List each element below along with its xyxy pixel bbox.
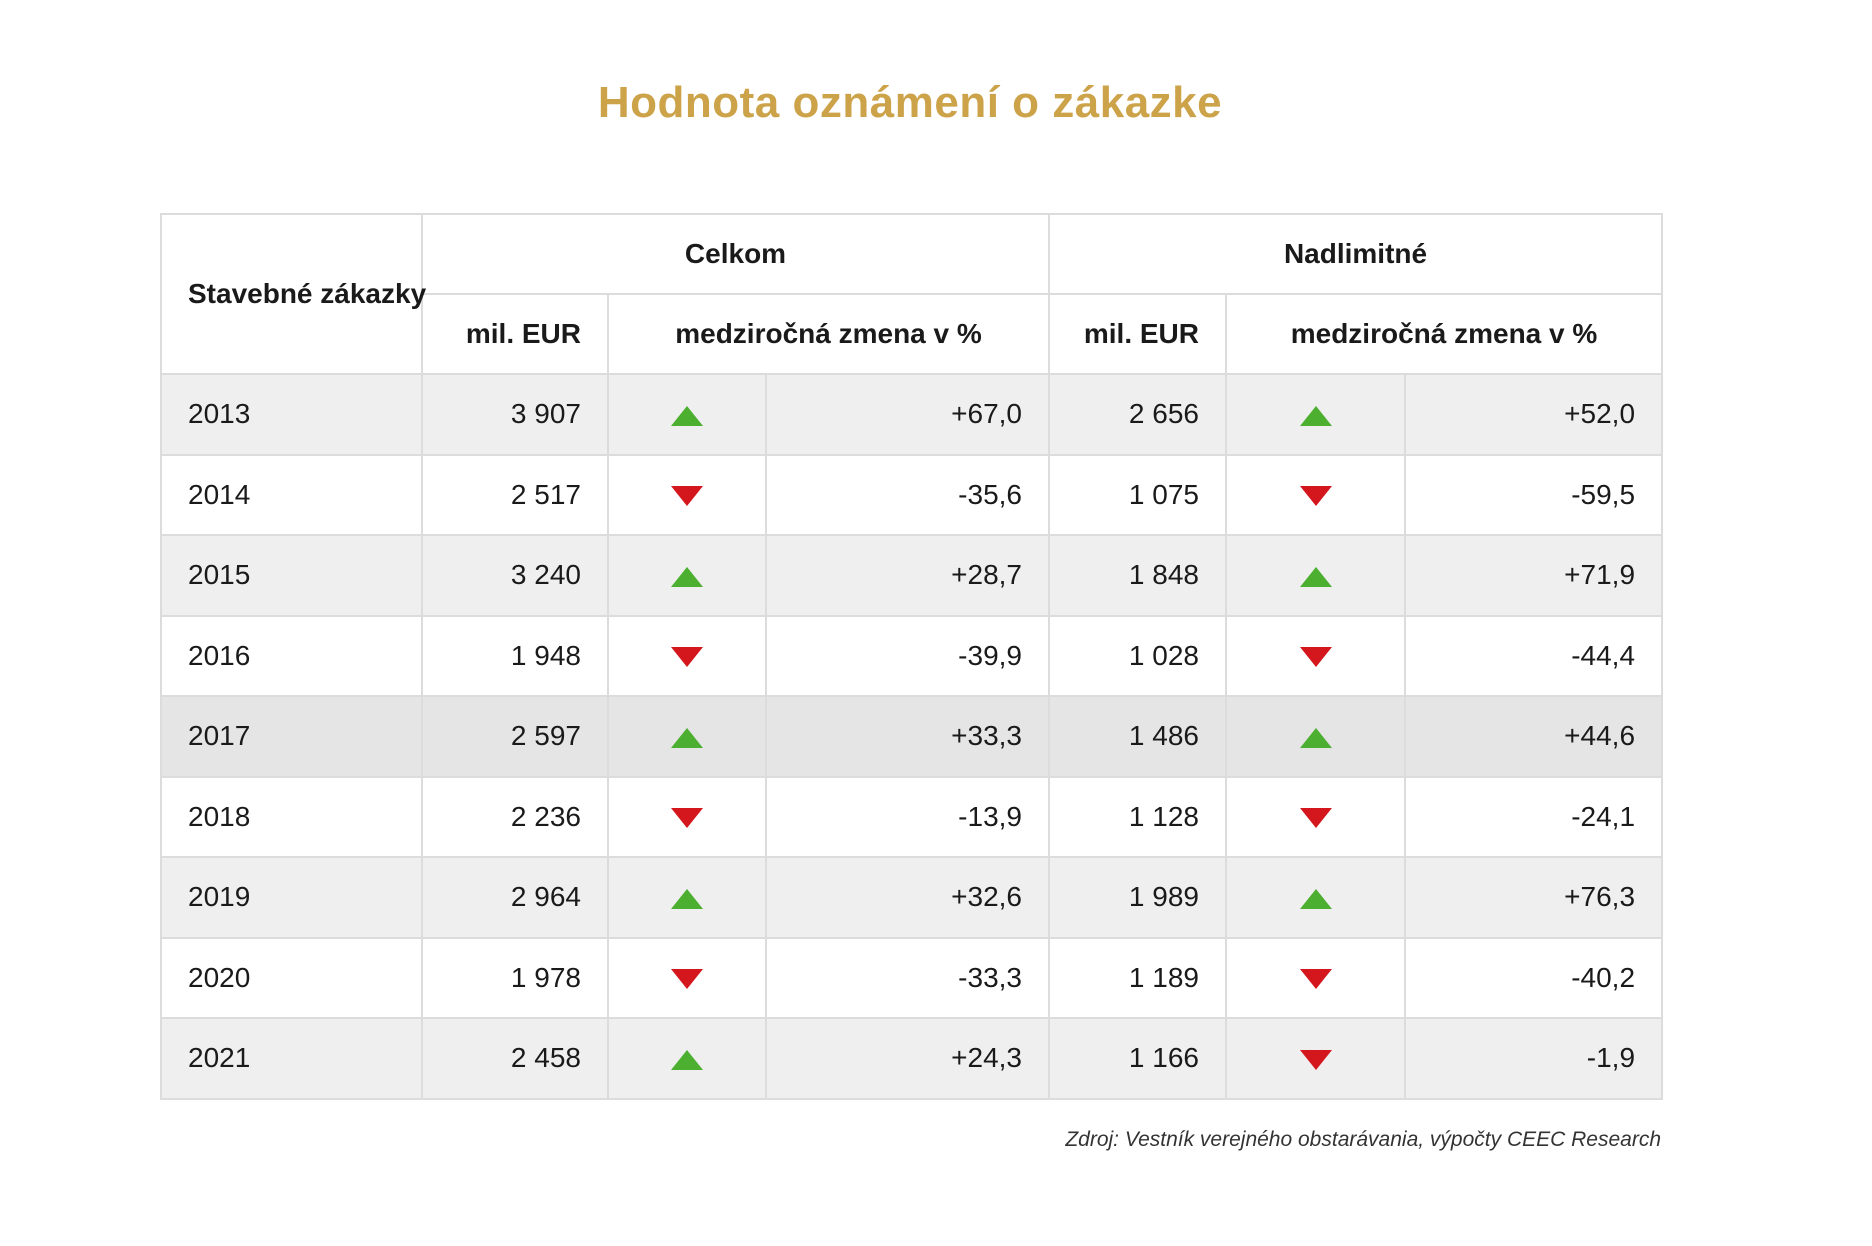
total-value-cell: 2 964 xyxy=(422,857,608,938)
year-cell: 2017 xyxy=(161,696,422,777)
total-value-cell: 2 458 xyxy=(422,1018,608,1099)
above-change-cell: +76,3 xyxy=(1405,857,1662,938)
year-cell: 2019 xyxy=(161,857,422,938)
triangle-down-icon xyxy=(1300,486,1332,506)
total-change-cell: -13,9 xyxy=(766,777,1049,858)
total-value-cell: 1 948 xyxy=(422,616,608,697)
triangle-down-icon xyxy=(671,647,703,667)
total-trend-cell xyxy=(608,938,766,1019)
col-header-total-value: mil. EUR xyxy=(422,294,608,374)
above-value-cell: 1 128 xyxy=(1049,777,1226,858)
above-change-cell: -24,1 xyxy=(1405,777,1662,858)
table-row xyxy=(161,616,1662,697)
above-trend-cell xyxy=(1226,777,1405,858)
above-value-cell: 1 486 xyxy=(1049,696,1226,777)
total-value-cell: 2 597 xyxy=(422,696,608,777)
year-cell: 2021 xyxy=(161,1018,422,1099)
table-row xyxy=(161,535,1662,616)
year-cell: 2016 xyxy=(161,616,422,697)
triangle-up-icon xyxy=(1300,728,1332,748)
above-change-cell: +52,0 xyxy=(1405,374,1662,455)
above-change-cell: -59,5 xyxy=(1405,455,1662,536)
col-header-above-change: medziročná zmena v % xyxy=(1226,294,1662,374)
total-change-cell: -33,3 xyxy=(766,938,1049,1019)
year-cell: 2020 xyxy=(161,938,422,1019)
total-change-cell: +67,0 xyxy=(766,374,1049,455)
triangle-up-icon xyxy=(1300,567,1332,587)
total-trend-cell xyxy=(608,696,766,777)
table-row xyxy=(161,938,1662,1019)
total-trend-cell xyxy=(608,1018,766,1099)
total-value-cell: 2 236 xyxy=(422,777,608,858)
total-change-cell: +28,7 xyxy=(766,535,1049,616)
year-cell: 2013 xyxy=(161,374,422,455)
triangle-down-icon xyxy=(1300,969,1332,989)
above-trend-cell xyxy=(1226,696,1405,777)
above-value-cell: 1 989 xyxy=(1049,857,1226,938)
total-value-cell: 1 978 xyxy=(422,938,608,1019)
total-change-cell: +33,3 xyxy=(766,696,1049,777)
above-trend-cell xyxy=(1226,535,1405,616)
total-trend-cell xyxy=(608,374,766,455)
above-value-cell: 1 166 xyxy=(1049,1018,1226,1099)
above-value-cell: 1 075 xyxy=(1049,455,1226,536)
total-change-cell: -35,6 xyxy=(766,455,1049,536)
source-note: Zdroj: Vestník verejného obstarávania, výpočty CEEC Research xyxy=(1065,1128,1661,1151)
table-row xyxy=(161,1018,1662,1099)
table-row xyxy=(161,777,1662,858)
year-cell: 2015 xyxy=(161,535,422,616)
triangle-up-icon xyxy=(1300,889,1332,909)
group-header-total: Celkom xyxy=(422,214,1049,294)
total-trend-cell xyxy=(608,535,766,616)
triangle-down-icon xyxy=(1300,808,1332,828)
total-trend-cell xyxy=(608,777,766,858)
above-value-cell: 1 848 xyxy=(1049,535,1226,616)
group-header-above-limit: Nadlimitné xyxy=(1049,214,1662,294)
table-row xyxy=(161,374,1662,455)
triangle-up-icon xyxy=(671,567,703,587)
total-value-cell: 3 240 xyxy=(422,535,608,616)
total-change-cell: +32,6 xyxy=(766,857,1049,938)
total-trend-cell xyxy=(608,857,766,938)
table-row xyxy=(161,857,1662,938)
above-trend-cell xyxy=(1226,455,1405,536)
data-table xyxy=(160,213,1663,1100)
triangle-up-icon xyxy=(671,728,703,748)
above-value-cell: 2 656 xyxy=(1049,374,1226,455)
triangle-up-icon xyxy=(1300,406,1332,426)
above-change-cell: +71,9 xyxy=(1405,535,1662,616)
above-value-cell: 1 028 xyxy=(1049,616,1226,697)
triangle-down-icon xyxy=(1300,1050,1332,1070)
col-header-total-change: medziročná zmena v % xyxy=(608,294,1049,374)
triangle-down-icon xyxy=(671,808,703,828)
total-value-cell: 3 907 xyxy=(422,374,608,455)
table-row xyxy=(161,455,1662,536)
above-change-cell: +44,6 xyxy=(1405,696,1662,777)
total-change-cell: +24,3 xyxy=(766,1018,1049,1099)
triangle-up-icon xyxy=(671,1050,703,1070)
total-trend-cell xyxy=(608,616,766,697)
above-change-cell: -40,2 xyxy=(1405,938,1662,1019)
triangle-up-icon xyxy=(671,406,703,426)
triangle-down-icon xyxy=(1300,647,1332,667)
year-cell: 2014 xyxy=(161,455,422,536)
total-change-cell: -39,9 xyxy=(766,616,1049,697)
above-value-cell: 1 189 xyxy=(1049,938,1226,1019)
above-trend-cell xyxy=(1226,616,1405,697)
triangle-up-icon xyxy=(671,889,703,909)
above-trend-cell xyxy=(1226,374,1405,455)
above-trend-cell xyxy=(1226,1018,1405,1099)
above-change-cell: -1,9 xyxy=(1405,1018,1662,1099)
triangle-down-icon xyxy=(671,486,703,506)
above-change-cell: -44,4 xyxy=(1405,616,1662,697)
table-row xyxy=(161,696,1662,777)
col-header-above-value: mil. EUR xyxy=(1049,294,1226,374)
triangle-down-icon xyxy=(671,969,703,989)
total-trend-cell xyxy=(608,455,766,536)
page-title: Hodnota oznámení o zákazke xyxy=(597,78,1223,127)
above-trend-cell xyxy=(1226,938,1405,1019)
above-trend-cell xyxy=(1226,857,1405,938)
row-label-header: Stavebné zákazky xyxy=(161,214,422,374)
year-cell: 2018 xyxy=(161,777,422,858)
total-value-cell: 2 517 xyxy=(422,455,608,536)
